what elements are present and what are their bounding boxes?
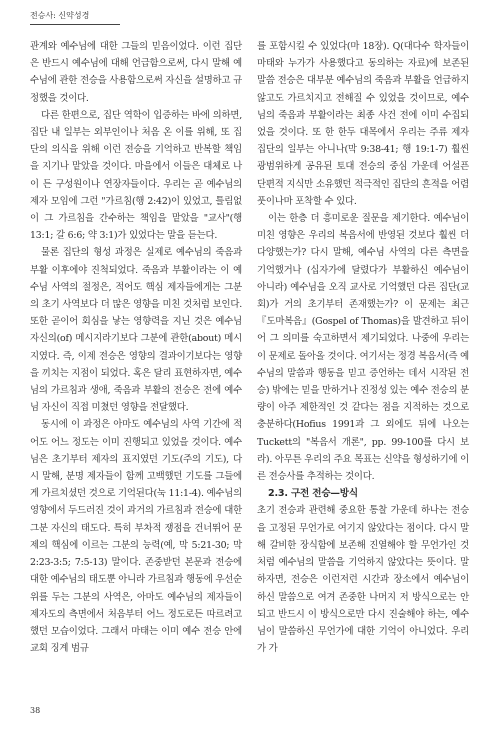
paragraph: 를 포함시킬 수 있었다(마 18장). Q(대다수 학자들이 마태와 누가가 사용했다고 동의하는 자료)에 보존된 말씀 전승은 대부분 예수님의 죽음과 부활을 언급하지 않고도 가르치지고 전해질 수 있었을 것이므로, 예수님의 죽음과 부활이라는 최종 사건 전에 이미 수집되었을 것이다. 또 한 한두 대목에서 우리는 주류 제자 집단의 일부는 아니나(막 9:38-41; 행 19:1-7) 훨씬 광범위하게 공유된 토대 전승의 중심 가운데 어설픈 단편적 지식만 소유했던 적극적인 집단의 흔적을 어렴풋이나마 포착할 수 있다. <box>257 41 469 207</box>
paragraph: 초기 전승과 관련해 중요한 통찰 가운데 하나는 전승을 고정된 무언가로 여기지 않았다는 점이다. 다시 말해 갈비한 장식함에 보존해 진열해야 할 무언가인 것처럼 예수님의 말씀을 기억하지 않았다는 뜻이다. 말하자면, 전승은 이런저런 시간과 장소에서 예수님이 하신 말씀으로 여겨 존중한 나머지 저 방식으로는 안 되고 반드시 이 방식으로만 다시 진술해야 하는, 예수님이 말씀하신 무언가에 대한 기억이 아니었다. 우리가 가 <box>257 505 469 655</box>
page-number: 38 <box>30 706 41 715</box>
running-header: 전승사: 신약성경 <box>30 11 90 20</box>
left-column <box>30 38 242 657</box>
paragraph: 이는 한층 더 흥미로운 질문을 제기한다. 예수님이 미친 영향은 우리의 복음서에 반영된 것보다 훨씬 더 다양했는가? 다시 말해, 예수님 사역의 다른 측면을 기억했거나 (십자가에 달렸다가 부활하신 예수님이 아니라) 예수님을 오직 교사로 기억했던 다른 집단(교회)가 거의 초기부터 존재했는가? 이 문제는 최근 『도마복음』(Gospel of Thomas)을 발견하고 뒤이어 그 의미를 숙고하면서 제기되었다. 나중에 우리는 이 문제로 돌아올 것이다. 여기서는 정경 복음서(즉 예수님의 말씀과 행동을 믿고 증언하는 데서 시작된 전승) 밖에는 믿을 만하거나 진정성 있는 예수 전승의 분량이 아주 제한적인 것 같다는 점을 지적하는 것으로 충분하다(Hofius 1991과 그 외에도 뒤에 나오는 Tuckett의 "복음서 개론", pp. 99-100를 다시 보라). 아무튼 우리의 주요 목표는 신약을 형성하기에 이른 전승사를 추적하는 것이다. <box>257 213 469 483</box>
paragraph: 물론 집단의 형성 과정은 실제로 예수님의 죽음과 부활 이후에야 진척되었다. 죽음과 부활이라는 이 예수님 사역의 절정은, 적어도 핵심 제자들에게는 그분의 초기 사역보다 더 많은 영향을 미친 것처럼 보인다. 또한 곧이어 회심을 낳는 영향력을 지닌 것은 예수님 자신의(of) 메시지라기보다 그분에 관한(about) 메시지였다. 즉, 이제 전승은 영향의 결과이기보다는 영향을 끼치는 지점이 되었다. 혹은 달리 표현하자면, 예수님의 가르침과 생애, 죽음과 부활의 전승은 전에 예수님 자신이 직접 미쳤던 영향을 전달했다. <box>30 247 242 414</box>
section-heading: 2.3. 구전 전승—방식 <box>268 488 358 500</box>
header-rule <box>30 24 120 25</box>
paragraph: 다른 한편으로, 집단 역학이 입증하는 바에 의하면, 집단 내 일부는 외부인이나 처음 온 이를 위해, 또 집단의 의식을 위해 이런 전승을 기억하고 반복할 책임을 지기나 맡았을 것이다. 마을에서 이들은 대체로 나이 든 구성원이나 연장자들이다. 우리는 곧 예수님의 제자 모임에 그런 "가르침(행 2:42)이 있었고, 틀림없이 그 가르침을 간수하는 책임을 맡았을 "교사"(행 13:1; 갈 6:6; 약 3:1)가 있었다는 말을 듣는다. <box>30 109 242 242</box>
paragraph: 관계와 예수님에 대한 그들의 믿음이었다. 이런 집단은 반드시 예수님에 대해 언급함으로써, 다시 말해 예수님에 관한 전승을 사용함으로써 자신을 설명하고 규정했을 것이다. <box>30 41 242 104</box>
paragraph: 동시에 이 과정은 아마도 예수님의 사역 기간에 적어도 어느 정도는 이미 진행되고 있었을 것이다. 예수님은 초기부터 제자의 표지였던 기도(주의 기도), 다시 말해, 분명 제자들이 함께 고백했던 기도를 그들에게 가르치셨던 것으로 기억된다(눅 11:1-4). 예수님의 영향에서 두드러진 것이 과거의 가르침과 전승에 대한 그분 자신의 태도다. 특히 부차적 쟁점을 건너뛰어 문제의 핵심에 이르는 그분의 능력(예, 막 5:21-30; 막 2:23-3:5; 7:5-13) 말이다. 존중받던 본문과 전승에 대한 예수님의 태도뿐 아니라 가르침과 행동에 우선순위를 두는 그분의 사역은, 아마도 예수님의 제자들이 제자도의 측면에서 처음부터 어느 정도로든 따르려고 했던 모습이었다. 그래서 마태는 이미 예수 전승 안에 교회 징계 범규 <box>30 419 242 655</box>
right-column <box>257 38 469 657</box>
